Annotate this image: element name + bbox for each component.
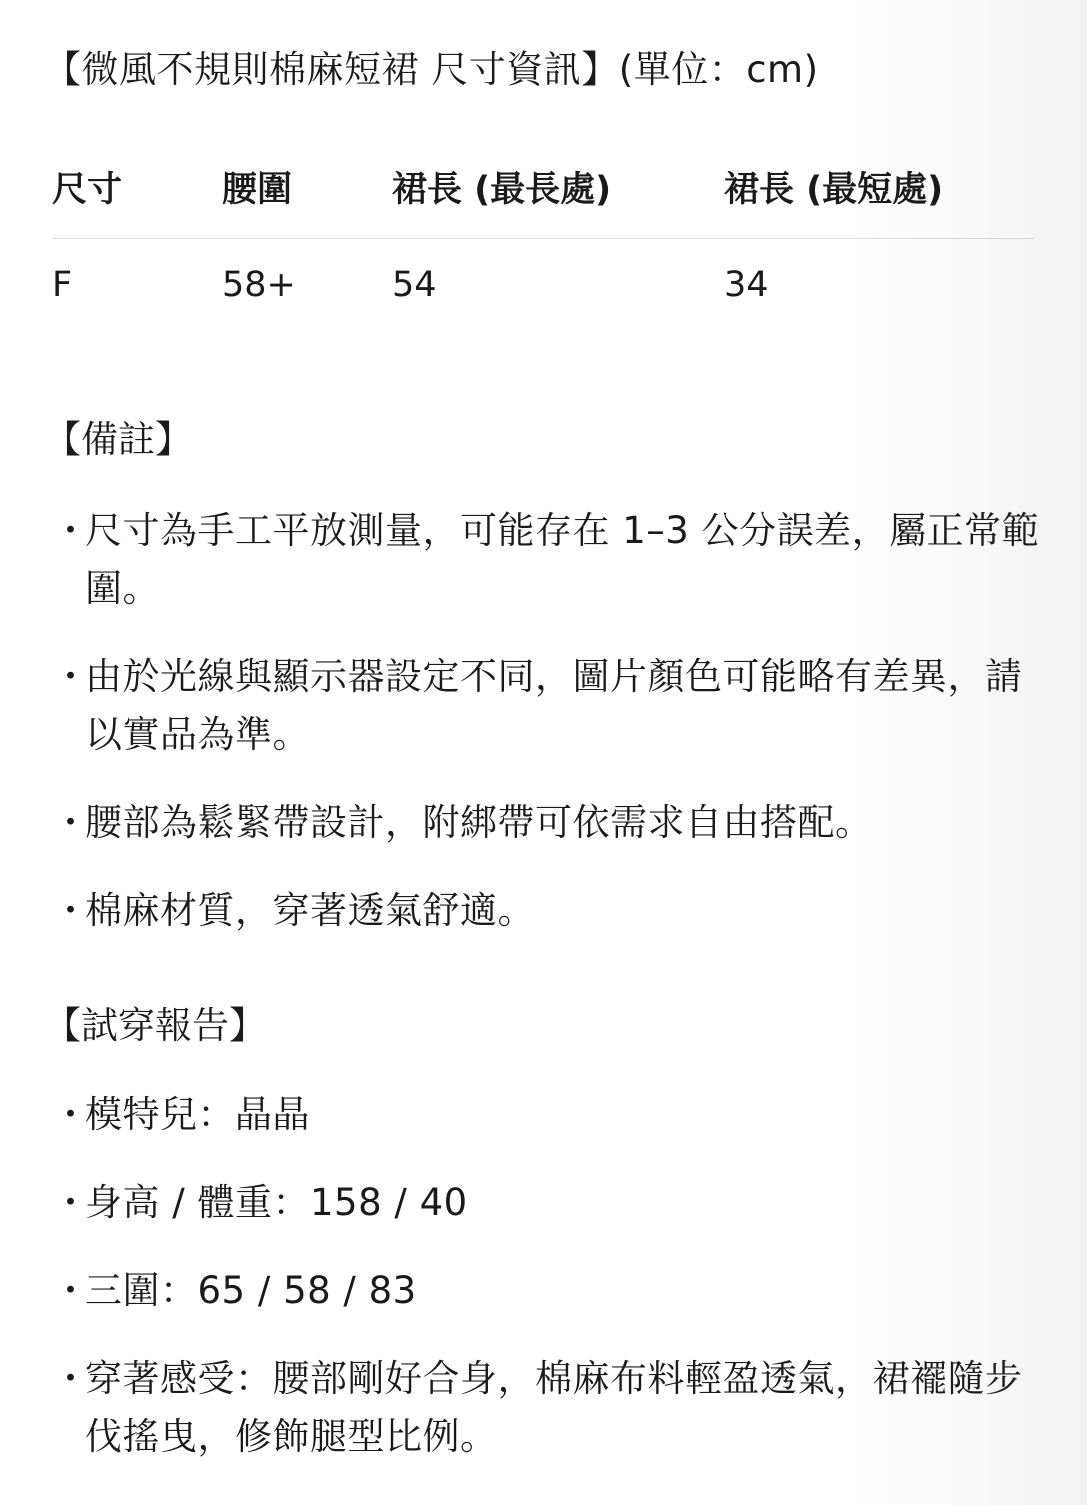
cell-waist: 58+	[222, 265, 296, 305]
header-length-shortest: 裙長 (最短處)	[724, 170, 944, 210]
cell-length-longest: 54	[392, 265, 437, 305]
notes-list	[52, 502, 1042, 940]
bullet-dot: ・	[52, 655, 90, 698]
list-item	[52, 648, 1042, 764]
cell-length-shortest: 34	[724, 265, 769, 305]
fit-report-text: 穿著感受：腰部剛好合身，棉麻布料輕盈透氣，裙襬隨步伐搖曳，修飾腿型比例。	[85, 1357, 1023, 1458]
fit-report-list	[52, 1086, 1042, 1466]
cell-size: F	[52, 265, 73, 305]
bullet-dot: ・	[52, 1357, 90, 1400]
fit-report-heading: 【試穿報告】	[44, 1004, 266, 1047]
table-row	[52, 239, 1034, 343]
note-text: 棉麻材質，穿著透氣舒適。	[85, 889, 535, 932]
bullet-dot: ・	[52, 1181, 90, 1224]
header-size: 尺寸	[52, 170, 123, 210]
size-table-header-row	[52, 158, 1034, 239]
note-text: 腰部為鬆緊帶設計，附綁帶可依需求自由搭配。	[85, 801, 873, 844]
bullet-dot: ・	[52, 1093, 90, 1136]
size-table	[52, 158, 1034, 343]
header-length-longest: 裙長 (最長處)	[392, 170, 612, 210]
note-text: 尺寸為手工平放測量，可能存在 1–3 公分誤差，屬正常範圍。	[85, 509, 1040, 610]
fit-report-text: 身高 / 體重：158 / 40	[85, 1181, 468, 1224]
bullet-dot: ・	[52, 509, 90, 552]
list-item	[52, 1086, 1042, 1144]
list-item	[52, 502, 1042, 618]
list-item	[52, 794, 1042, 852]
list-item	[52, 1350, 1042, 1466]
fit-report-text: 三圍：65 / 58 / 83	[85, 1269, 417, 1312]
notes-heading: 【備註】	[44, 418, 192, 461]
size-info-title: 【微風不規則棉麻短裙 尺寸資訊】(單位：cm)	[44, 48, 819, 91]
list-item	[52, 882, 1042, 940]
bullet-dot: ・	[52, 1269, 90, 1312]
fit-report-text: 模特兒：晶晶	[85, 1093, 310, 1136]
list-item	[52, 1174, 1042, 1232]
bullet-dot: ・	[52, 889, 90, 932]
bullet-dot: ・	[52, 801, 90, 844]
note-text: 由於光線與顯示器設定不同，圖片顏色可能略有差異，請以實品為準。	[85, 655, 1023, 756]
list-item	[52, 1262, 1042, 1320]
header-waist: 腰圍	[222, 170, 293, 210]
